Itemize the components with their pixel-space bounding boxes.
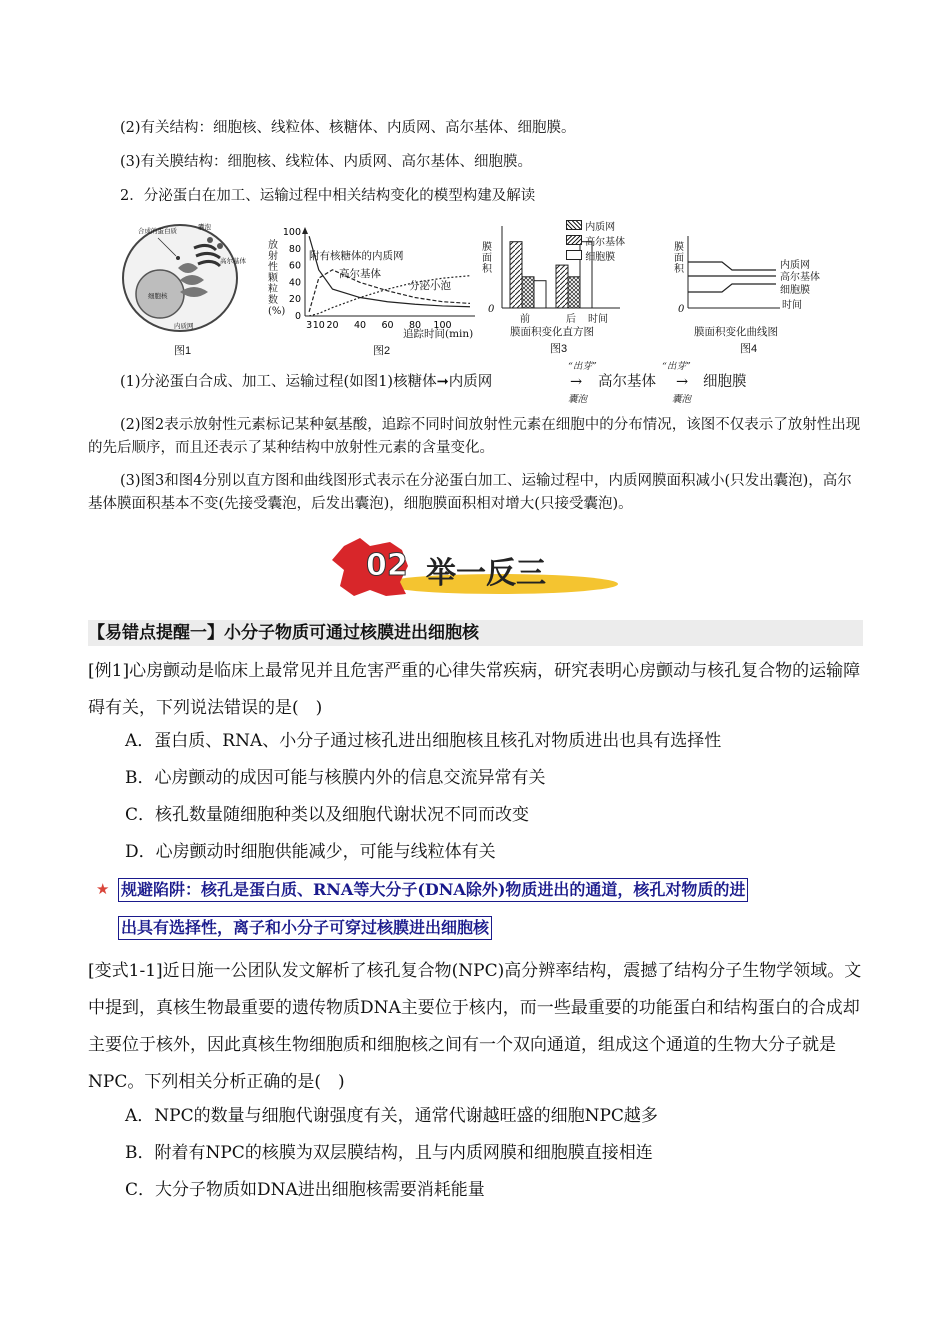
flow-sprout-1: “出芽”: [568, 361, 597, 372]
figure-1: [118, 218, 248, 358]
fig3-bar: [522, 277, 534, 308]
example1-option-d: D．心房颤动时细胞供能减少，可能与线粒体有关: [125, 842, 496, 862]
fig1-label-vesicle: 囊泡: [198, 223, 211, 231]
fig3-legend-membrane: 细胞膜: [566, 250, 625, 265]
section-title: 【易错点提醒一】小分子物质可通过核膜进出细胞核: [88, 623, 479, 643]
intro-p2: (2)有关结构：细胞核、线粒体、核糖体、内质网、高尔基体、细胞膜。: [120, 120, 576, 136]
fig2-xtick: 10: [312, 320, 325, 331]
fig1-label-nucleus: 细胞核: [148, 292, 168, 300]
fig2-series-vesicle: 分泌小泡: [409, 280, 451, 292]
example1-option-b: B．心房颤动的成因可能与核膜内外的信息交流异常有关: [125, 768, 546, 788]
fig2-ytick: 0: [294, 311, 301, 322]
fig3-legend-golgi: 高尔基体: [566, 235, 625, 250]
fig2-xtick: 60: [381, 320, 394, 331]
fig2-xtick: 20: [326, 320, 339, 331]
fig3-bar: [556, 265, 568, 308]
fig3-origin: 0: [488, 304, 495, 315]
fig4-legend-er: 内质网: [780, 260, 810, 271]
figure-3: [480, 220, 650, 360]
fig2-ytick: 60: [288, 260, 301, 272]
fig4-line-er: [688, 262, 776, 270]
flow-membrane: 细胞膜: [703, 374, 747, 390]
fig2-xtick: 3: [306, 320, 313, 331]
example1-option-c: C．核孔数量随细胞种类以及细胞代谢状况不同而改变: [125, 805, 530, 825]
fig3-bar: [510, 242, 522, 308]
flow-golgi: 高尔基体: [598, 374, 656, 390]
variant-option-b: B．附着有NPC的核膜为双层膜结构，且与内质网膜和细胞膜直接相连: [125, 1143, 653, 1163]
flow-vesicle-1: 囊泡: [568, 394, 588, 405]
fig3-legend-er: 内质网: [566, 220, 625, 235]
flow-text: (1)分泌蛋白合成、加工、运输过程(如图1)核糖体➞内质网: [120, 374, 493, 390]
fig3-x-time: 时间: [588, 314, 608, 325]
figure-4: [672, 232, 842, 362]
fig3-caption: 图3: [550, 343, 568, 355]
fig2-xtick: 40: [353, 320, 367, 331]
explain-p3: (3)图3和图4分别以直方图和曲线图形式表示在分泌蛋白加工、运输过程中，内质网膜面积减小(只发出囊泡)，高尔基体膜面积基本不变(先接受囊泡，后发出囊泡)，细胞膜面积相对增大(只接受囊泡)。: [88, 473, 852, 512]
tip-line-1: 规避陷阱：核孔是蛋白质、RNA等大分子(DNA除外)物质进出的通道，核孔对物质的进: [118, 878, 748, 902]
fig4-ylabel: 膜面积: [674, 242, 684, 275]
fig1-label-er: 内质网: [174, 322, 194, 330]
fig2-xtick: 80: [408, 320, 422, 331]
fig1-label-golgi: 高尔基体: [220, 257, 246, 265]
fig4-subtitle: 膜面积变化曲线图: [694, 326, 778, 338]
fig4-origin: 0: [678, 304, 685, 315]
figure-2: [265, 222, 480, 362]
fig2-ytick: 100: [282, 227, 301, 238]
fig1-caption: 图1: [174, 345, 192, 357]
example1-option-a: A．蛋白质、RNA、小分子通过核孔进出细胞核且核孔对物质进出也具有选择性: [125, 731, 722, 751]
fig4-xlabel: 时间: [782, 300, 802, 311]
fig4-caption: 图4: [740, 343, 758, 355]
fig2-ytick: 40: [288, 277, 301, 289]
fig3-bar: [568, 277, 580, 308]
fig2-series-er: 附有核糖体的内质网: [309, 250, 404, 262]
explain-p2: (2)图2表示放射性元素标记某种氨基酸，追踪不同时间放射性元素在细胞中的分布情况，该图不仅表示了放射性出现的先后顺序，而且还表示了某种结构中放射性元素的含量变化。: [88, 417, 861, 456]
flow-arrow-2: →: [676, 374, 689, 390]
tip-star-icon: ★: [96, 880, 110, 898]
example1-stem: [例1]心房颤动是临床上最常见并且危害严重的心律失常疾病，研究表明心房颤动与核孔复合物的运输障碍有关，下列说法错误的是( ): [88, 661, 861, 718]
fig2-caption: 图2: [373, 345, 391, 357]
fig2-ytick: 80: [288, 243, 301, 255]
fig2-ytick: 20: [288, 294, 301, 306]
fig4-line-membrane: [688, 284, 776, 292]
fig3-subtitle: 膜面积变化直方图: [510, 326, 594, 338]
fig2-xtick: 100: [433, 320, 452, 331]
variant-option-c: C．大分子物质如DNA进出细胞核需要消耗能量: [125, 1180, 485, 1200]
fig1-label-protein: 合成的蛋白质: [138, 227, 177, 235]
variant-option-a: A．NPC的数量与细胞代谢强度有关，通常代谢越旺盛的细胞NPC越多: [125, 1106, 658, 1126]
banner-title: 举一反三: [426, 556, 546, 591]
banner-number: 02: [366, 548, 408, 583]
intro-heading-2: 2．分泌蛋白在加工、运输过程中相关结构变化的模型构建及解读: [120, 188, 536, 204]
fig3-legend: [566, 220, 625, 265]
fig3-x-after: 后: [566, 314, 576, 325]
tip-line-2: 出具有选择性，离子和小分子可穿过核膜进出细胞核: [118, 916, 492, 940]
flow-vesicle-2: 囊泡: [672, 394, 692, 405]
fig2-xlabel: 追踪时间(min): [403, 328, 474, 340]
fig2-series-line: [309, 236, 470, 307]
fig3-bar: [534, 281, 546, 308]
intro-p3: (3)有关膜结构：细胞核、线粒体、内质网、高尔基体、细胞膜。: [120, 154, 533, 170]
fig3-ylabel: 膜面积: [482, 242, 492, 275]
fig2-series-golgi: 高尔基体: [339, 268, 381, 280]
flow-sprout-2: “出芽”: [662, 361, 691, 372]
fig4-legend-membrane: 细胞膜: [780, 285, 810, 296]
fig2-ylabel: 放射性颗粒数(%): [268, 240, 286, 317]
fig3-x-before: 前: [520, 314, 530, 325]
variant-stem: [变式1-1]近日施一公团队发文解析了核孔复合物(NPC)高分辨率结构，震撼了结构分子生物学领域。文中提到，真核生物最重要的遗传物质DNA主要位于核内，而一些最重要的功能蛋白和结构蛋白的合成却主要位于核外，因此真核生物细胞质和细胞核之间有一个双向通道，组成这个通道的生物大分子就是NPC。下列相关分析正确的是( ): [88, 961, 862, 1092]
fig4-legend-golgi: 高尔基体: [780, 272, 820, 283]
flow-arrow-1: →: [570, 374, 583, 390]
section-banner: [330, 536, 620, 600]
